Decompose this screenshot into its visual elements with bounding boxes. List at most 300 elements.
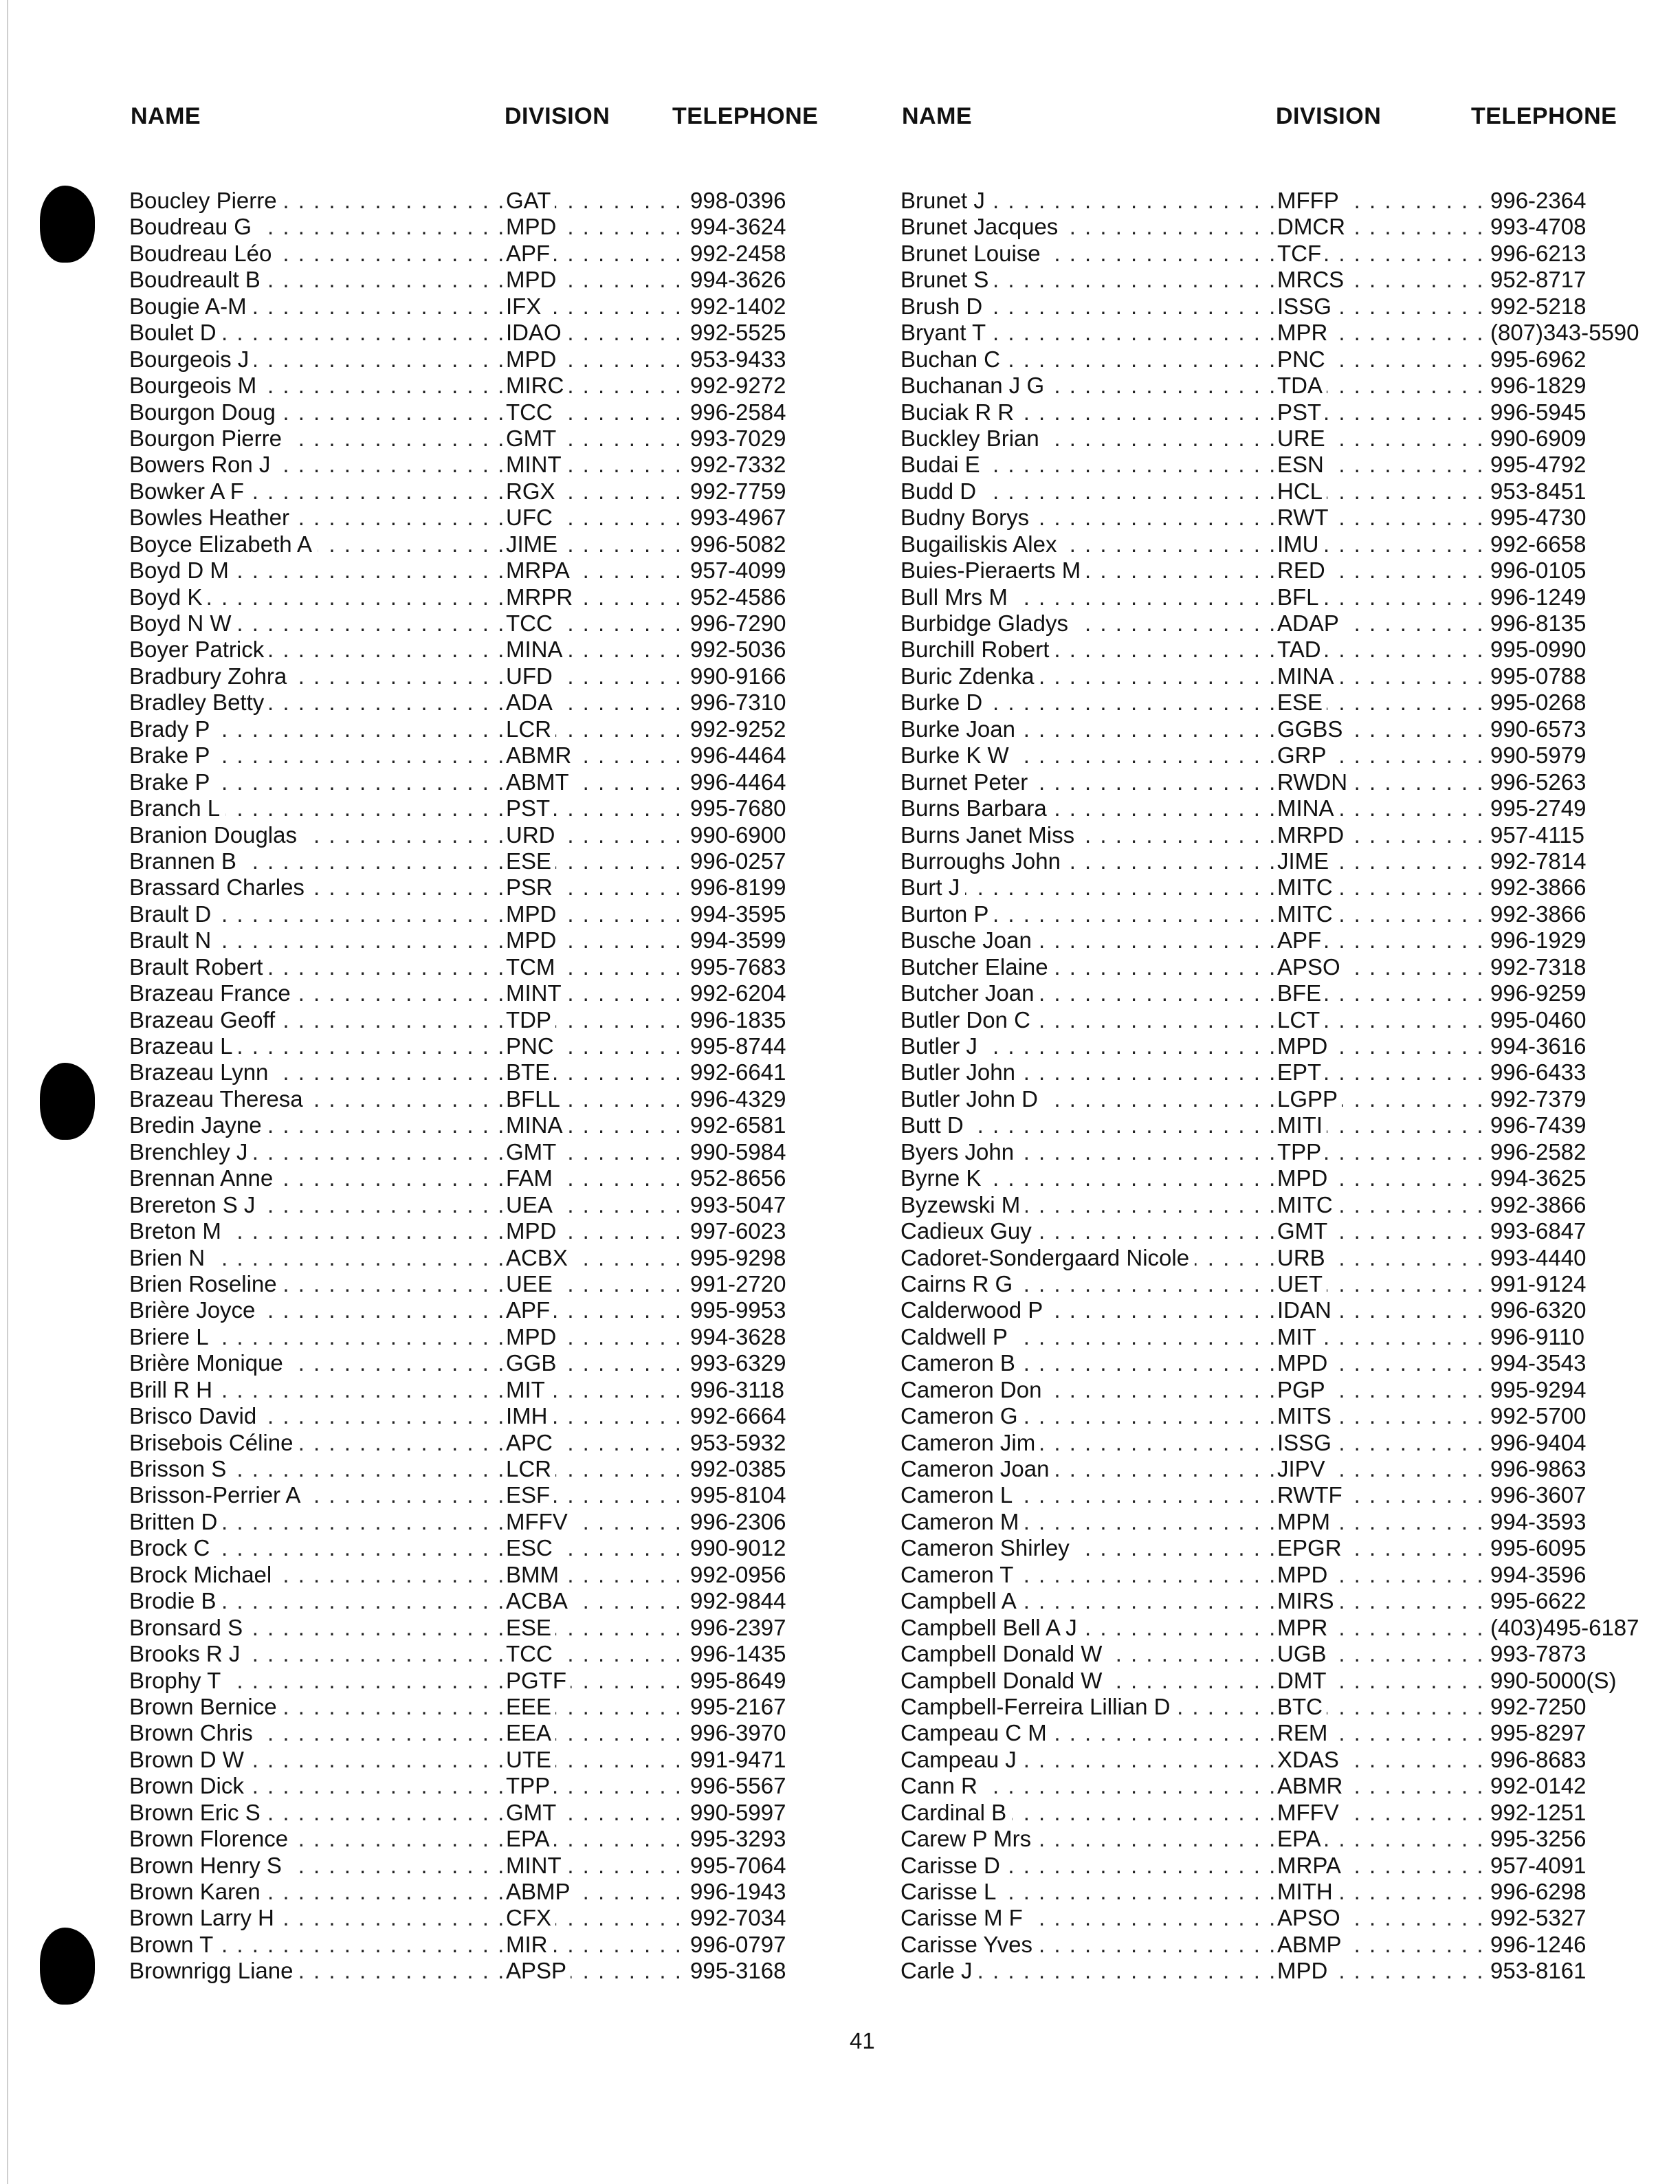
entry-name-cell <box>900 214 1275 240</box>
entry-telephone: 992-6658 <box>1490 531 1587 557</box>
directory-entry <box>900 320 1657 346</box>
entry-telephone: 957-4115 <box>1490 821 1585 848</box>
entry-division: BTC <box>1277 1694 1327 1719</box>
entry-name: Brassard Charles <box>129 874 310 900</box>
entry-name-cell <box>129 241 504 267</box>
entry-name-cell <box>129 1245 504 1271</box>
entry-division: IMU <box>1277 531 1323 557</box>
entry-name: Carisse Yves <box>900 1932 1038 1957</box>
entry-division-cell <box>1277 954 1488 980</box>
entry-division: PGTF <box>506 1668 571 1693</box>
directory-entry <box>900 1668 1657 1694</box>
entry-division: JIPV <box>1277 1456 1329 1481</box>
directory-entry <box>129 769 885 795</box>
entry-telephone: 993-4440 <box>1490 1244 1587 1270</box>
entry-name-cell <box>129 584 504 610</box>
entry-division-cell <box>1277 320 1488 346</box>
directory-entry <box>900 1482 1657 1508</box>
entry-telephone: 995-0268 <box>1490 690 1587 716</box>
entry-telephone: 995-9298 <box>690 1244 786 1270</box>
entry-division-cell <box>1277 1271 1488 1297</box>
entry-division: PGP <box>1277 1377 1329 1402</box>
entry-name: Bourgeois J <box>129 346 254 372</box>
entry-name: Campbell Donald W <box>900 1668 1107 1693</box>
directory-entry <box>129 848 885 874</box>
entry-telephone: 994-3543 <box>1490 1350 1587 1376</box>
left-column <box>129 96 885 1984</box>
entry-division-cell <box>506 637 689 663</box>
entry-telephone: 996-2364 <box>1490 188 1587 213</box>
entry-division-cell <box>506 1905 689 1931</box>
directory-entry <box>129 1218 885 1244</box>
entry-division-cell <box>1277 716 1488 742</box>
entry-name: Buies-Pieraerts M <box>900 558 1086 583</box>
entry-name: Burke Joan <box>900 716 1021 742</box>
entry-division: MRCS <box>1277 267 1348 292</box>
directory-entry <box>129 1826 885 1852</box>
entry-name: Breton M <box>129 1218 227 1244</box>
entry-telephone: 990-5997 <box>690 1799 786 1825</box>
entry-name: Caldwell P <box>900 1324 1013 1349</box>
entry-name: Boucley Pierre <box>129 188 283 213</box>
directory-entry <box>129 241 885 267</box>
directory-entry <box>129 584 885 610</box>
entry-name: Boyd N W <box>129 610 237 636</box>
entry-name-cell <box>129 1112 504 1138</box>
entry-name: Burt J <box>900 874 965 900</box>
entry-division: PST <box>506 795 554 821</box>
entry-name: Campbell-Ferreira Lillian D <box>900 1694 1175 1719</box>
entry-division: XDAS <box>1277 1747 1343 1772</box>
entry-name-cell <box>900 1800 1275 1826</box>
entry-name-cell <box>900 980 1275 1006</box>
punch-hole-middle <box>40 1063 95 1140</box>
entry-division: MIRS <box>1277 1588 1338 1613</box>
entry-telephone: 994-3616 <box>1490 1033 1587 1059</box>
directory-entry <box>900 1932 1657 1958</box>
entry-division: EPA <box>1277 1826 1325 1851</box>
entry-telephone: 996-8199 <box>690 874 786 901</box>
entry-name-cell <box>129 1641 504 1667</box>
entry-name-cell <box>900 1535 1275 1561</box>
entry-name-cell <box>129 1853 504 1879</box>
entry-name: Bradley Betty <box>129 690 269 715</box>
entry-name: Burnet Peter <box>900 769 1033 795</box>
entry-name: Brownrigg Liane <box>129 1958 298 1983</box>
entry-telephone: 996-4329 <box>690 1085 786 1112</box>
entry-name-cell <box>129 346 504 373</box>
entry-name-cell <box>129 901 504 927</box>
entry-telephone: 992-0385 <box>690 1456 786 1481</box>
entry-division-cell <box>1277 505 1488 531</box>
entry-name: Brush D <box>900 294 988 319</box>
entry-telephone: 998-0396 <box>690 188 786 213</box>
entry-name: Campeau J <box>900 1747 1022 1772</box>
entry-division: UEA <box>506 1192 557 1217</box>
entry-name: Byrne K <box>900 1165 986 1191</box>
entry-telephone: 995-8744 <box>690 1033 786 1059</box>
directory-entry <box>129 1271 885 1297</box>
entry-name-cell <box>900 1403 1275 1429</box>
entry-name-cell <box>900 294 1275 320</box>
entry-division-cell <box>506 1165 689 1191</box>
directory-entry <box>129 663 885 690</box>
directory-entry <box>900 1773 1657 1799</box>
entry-division: EPGR <box>1277 1535 1346 1560</box>
entry-name: Bowker A F <box>129 478 250 504</box>
directory-entry <box>129 1773 885 1799</box>
entry-name: Brisson S <box>129 1456 232 1481</box>
entry-name: Bradbury Zohra <box>129 663 292 689</box>
directory-entry <box>900 690 1657 716</box>
entry-telephone: 996-4464 <box>690 769 786 795</box>
directory-entry <box>129 531 885 558</box>
entry-division-cell <box>506 214 689 240</box>
entry-division: MPD <box>506 1324 560 1349</box>
entry-division: LCR <box>506 716 555 742</box>
entry-name-cell <box>129 663 504 690</box>
entry-telephone: 996-3118 <box>690 1376 785 1402</box>
entry-division-cell <box>506 1192 689 1218</box>
entry-name-cell <box>900 1747 1275 1773</box>
entry-name-cell <box>900 663 1275 690</box>
entry-name: Brown Florence <box>129 1826 294 1851</box>
entry-name-cell <box>129 1720 504 1746</box>
entry-name-cell <box>900 1562 1275 1588</box>
entry-name: Brien N <box>129 1245 210 1270</box>
entry-division-cell <box>1277 1826 1488 1852</box>
entry-name-cell <box>129 1403 504 1429</box>
entry-name: Brannen B <box>129 848 242 874</box>
directory-entry <box>129 1350 885 1376</box>
entry-division-cell <box>1277 1932 1488 1958</box>
entry-division: ESE <box>506 848 555 874</box>
entry-name: Brunet Louise <box>900 241 1046 266</box>
entry-name-cell <box>129 1747 504 1773</box>
entry-name: Britten D <box>129 1509 223 1534</box>
directory-entry <box>900 1456 1657 1482</box>
entry-division-cell <box>506 1773 689 1799</box>
entry-division: APSO <box>1277 1905 1345 1930</box>
entry-name-cell <box>900 1720 1275 1746</box>
entry-division: MPM <box>1277 1509 1334 1534</box>
entry-telephone: 995-0788 <box>1490 663 1587 689</box>
entry-division-cell <box>1277 1482 1488 1508</box>
directory-entry <box>900 452 1657 478</box>
directory-entry <box>900 1245 1657 1271</box>
entry-division: ISSG <box>1277 1430 1336 1455</box>
directory-entry <box>900 584 1657 610</box>
entry-telephone: 992-1402 <box>690 293 786 319</box>
entry-division-cell <box>506 954 689 980</box>
entry-division-cell <box>1277 980 1488 1006</box>
entry-name-cell <box>129 1350 504 1376</box>
entry-division-cell <box>506 927 689 953</box>
entry-telephone: 992-5700 <box>1490 1403 1587 1429</box>
directory-entry <box>129 1139 885 1165</box>
directory-entry <box>900 1588 1657 1614</box>
directory-entry <box>129 795 885 821</box>
entry-name: Cameron M <box>900 1509 1024 1534</box>
entry-division-cell <box>1277 637 1488 663</box>
entry-telephone: 996-1829 <box>1490 373 1587 399</box>
directory-entry <box>129 1853 885 1879</box>
entry-division: MFFV <box>506 1509 572 1534</box>
entry-division-cell <box>1277 1324 1488 1350</box>
entry-division: APF <box>506 1297 554 1323</box>
header-telephone: TELEPHONE <box>672 103 819 129</box>
entry-telephone: 996-4464 <box>690 742 786 769</box>
entry-name-cell <box>900 637 1275 663</box>
entry-telephone: 957-4099 <box>690 558 786 584</box>
entry-division: ESF <box>506 1482 554 1508</box>
entry-division-cell <box>1277 1905 1488 1931</box>
entry-name: Brière Joyce <box>129 1297 261 1323</box>
entry-division: MPD <box>506 267 560 292</box>
directory-entry <box>900 1297 1657 1323</box>
entry-name: Cameron G <box>900 1403 1024 1429</box>
entry-division: RWTF <box>1277 1482 1347 1508</box>
entry-division: ABMR <box>506 742 575 768</box>
entry-division-cell <box>506 267 689 293</box>
entry-division: UGB <box>1277 1641 1331 1666</box>
entry-telephone: 953-8161 <box>1490 1958 1587 1984</box>
directory-entry <box>129 901 885 927</box>
entry-telephone: 994-3599 <box>690 927 786 953</box>
directory-entry <box>129 373 885 399</box>
entry-division: MINA <box>506 637 567 662</box>
entry-telephone: 996-2582 <box>1490 1138 1587 1165</box>
entry-name: Brunet J <box>900 188 991 213</box>
entry-name: Butcher Joan <box>900 980 1039 1006</box>
entry-name-cell <box>129 1509 504 1535</box>
entry-telephone: (807)343-5590 <box>1490 320 1639 346</box>
entry-telephone: 952-8717 <box>1490 267 1587 293</box>
entry-division-cell <box>506 1535 689 1561</box>
entry-telephone: 996-9863 <box>1490 1456 1587 1481</box>
directory-entry <box>900 848 1657 874</box>
entry-name: Brown D W <box>129 1747 250 1772</box>
directory-entry <box>900 399 1657 426</box>
entry-name: Burroughs John <box>900 848 1066 874</box>
directory-entry <box>900 531 1657 558</box>
entry-division-cell <box>1277 690 1488 716</box>
entry-name: Bronsard S <box>129 1615 248 1640</box>
entry-telephone: 994-3595 <box>690 901 786 927</box>
entry-telephone: 996-5082 <box>690 531 786 557</box>
entry-division: MINT <box>506 980 566 1006</box>
entry-division: BFE <box>1277 980 1325 1006</box>
entry-division: UFD <box>506 663 557 689</box>
entry-name-cell <box>900 1350 1275 1376</box>
directory-entry <box>129 1482 885 1508</box>
entry-division: GAT <box>506 188 555 213</box>
entry-division: TAD <box>1277 637 1325 662</box>
directory-entry <box>129 1747 885 1773</box>
entry-name: Burton P <box>900 901 994 927</box>
directory-entry <box>900 558 1657 584</box>
directory-entry <box>129 954 885 980</box>
entry-name-cell <box>900 505 1275 531</box>
directory-entry <box>900 1271 1657 1297</box>
entry-name-cell <box>129 531 504 558</box>
entry-telephone: 996-1249 <box>1490 584 1587 610</box>
entry-telephone: 995-3256 <box>1490 1826 1587 1852</box>
directory-entry <box>900 1033 1657 1059</box>
entry-telephone: 990-9166 <box>690 663 786 689</box>
entry-name-cell <box>129 1430 504 1456</box>
entry-division-cell <box>506 742 689 769</box>
directory-entry <box>129 1377 885 1403</box>
entry-division: HCL <box>1277 478 1327 504</box>
entry-telephone: 992-6664 <box>690 1403 786 1429</box>
directory-entry <box>129 267 885 293</box>
entry-division-cell <box>506 478 689 505</box>
directory-entry <box>129 346 885 373</box>
directory-entry <box>129 1192 885 1218</box>
entry-telephone: 996-7290 <box>690 610 786 636</box>
entry-name: Brault Robert <box>129 954 268 980</box>
entry-name: Brault N <box>129 927 217 953</box>
directory-entry <box>129 478 885 505</box>
header-division: DIVISION <box>505 103 610 129</box>
entry-telephone: 995-6622 <box>1490 1588 1587 1614</box>
entry-name: Brock Michael <box>129 1562 277 1587</box>
entry-division: GRP <box>1277 742 1331 768</box>
entry-division-cell <box>506 1932 689 1958</box>
directory-entry <box>900 610 1657 637</box>
entry-division: TDP <box>506 1007 555 1033</box>
entry-division-cell <box>506 980 689 1006</box>
entry-name: Bowles Heather <box>129 505 295 530</box>
entry-division-cell <box>1277 1430 1488 1456</box>
entry-name: Brake P <box>129 769 215 795</box>
entry-division: ACBX <box>506 1245 572 1270</box>
entry-telephone: 995-3293 <box>690 1826 786 1852</box>
entry-name-cell <box>900 1139 1275 1165</box>
entry-division-cell <box>1277 1112 1488 1138</box>
entry-division-cell <box>506 1139 689 1165</box>
entry-division: REM <box>1277 1720 1331 1745</box>
entry-division-cell <box>506 1800 689 1826</box>
entry-telephone: 995-7064 <box>690 1852 786 1878</box>
entry-division-cell <box>506 1430 689 1456</box>
entry-name-cell <box>900 1007 1275 1033</box>
entry-name-cell <box>900 399 1275 426</box>
punch-hole-top <box>40 186 95 263</box>
directory-entry <box>900 1324 1657 1350</box>
entry-division-cell <box>1277 1668 1488 1694</box>
entry-telephone: 990-6900 <box>690 821 786 848</box>
entry-name-cell <box>900 1853 1275 1879</box>
entry-division-cell <box>506 901 689 927</box>
directory-entry <box>900 373 1657 399</box>
entry-division-cell <box>506 1403 689 1429</box>
entry-name: Butler Don C <box>900 1007 1036 1033</box>
entry-telephone: 990-9012 <box>690 1535 786 1561</box>
entry-division: MINT <box>506 452 566 477</box>
entry-name: Brennan Anne <box>129 1165 278 1191</box>
entry-name-cell <box>129 1482 504 1508</box>
entry-division: MPD <box>506 1218 560 1244</box>
directory-entry <box>129 1800 885 1826</box>
entry-name: Buciak R R <box>900 399 1019 425</box>
entry-division-cell <box>506 1694 689 1720</box>
entry-division: MRPD <box>1277 822 1348 848</box>
entry-division: UFC <box>506 505 557 530</box>
directory-entry <box>900 267 1657 293</box>
entry-division-cell <box>506 1720 689 1746</box>
entry-telephone: 957-4091 <box>1490 1852 1587 1878</box>
entry-telephone: 992-7318 <box>1490 953 1587 980</box>
entry-name-cell <box>129 1773 504 1799</box>
entry-division-cell <box>1277 1773 1488 1799</box>
entry-division: GMT <box>506 426 560 451</box>
entry-name: Brodie B <box>129 1588 222 1613</box>
entry-telephone: 990-5000(S) <box>1490 1667 1617 1693</box>
entry-division-cell <box>506 1059 689 1085</box>
header-name: NAME <box>902 103 973 129</box>
entry-name-cell <box>129 188 504 214</box>
entry-division: APF <box>1277 927 1325 953</box>
entry-division: GMT <box>506 1800 560 1825</box>
entry-telephone: 993-7873 <box>1490 1641 1587 1667</box>
entry-division-cell <box>506 822 689 848</box>
entry-division: IDAO <box>506 320 566 345</box>
entry-name-cell <box>900 452 1275 478</box>
entry-telephone: 994-3596 <box>1490 1561 1587 1587</box>
entry-name-cell <box>900 1324 1275 1350</box>
entry-division-cell <box>1277 478 1488 505</box>
entry-name-cell <box>129 1905 504 1931</box>
entry-division-cell <box>506 558 689 584</box>
directory-entry <box>129 1588 885 1614</box>
entry-division: MITH <box>1277 1879 1337 1904</box>
entry-telephone: 992-3866 <box>1490 901 1587 927</box>
entry-telephone: 996-0797 <box>690 1931 786 1957</box>
entry-name-cell <box>129 769 504 795</box>
directory-entry <box>129 1245 885 1271</box>
entry-telephone: 996-5945 <box>1490 399 1587 425</box>
entry-telephone: 996-5263 <box>1490 769 1587 795</box>
entry-division: GMT <box>1277 1218 1331 1244</box>
directory-entry <box>129 1324 885 1350</box>
entry-name: Cameron Joan <box>900 1456 1054 1481</box>
entry-telephone: 992-0142 <box>1490 1773 1587 1799</box>
entry-telephone: 996-9404 <box>1490 1429 1587 1455</box>
entry-name-cell <box>129 1033 504 1059</box>
entry-division: EPA <box>506 1826 554 1851</box>
directory-entry <box>900 1535 1657 1561</box>
entry-name: Cameron Jim <box>900 1430 1041 1455</box>
entry-division-cell <box>1277 1297 1488 1323</box>
entry-telephone: 996-5567 <box>690 1773 786 1799</box>
entry-name: Boulet D <box>129 320 222 345</box>
entry-division-cell <box>1277 874 1488 901</box>
entry-division-cell <box>1277 1694 1488 1720</box>
entry-division: IDAN <box>1277 1297 1336 1323</box>
entry-name: Brock C <box>129 1535 215 1560</box>
entry-name: Buchanan J G <box>900 373 1050 398</box>
entry-division: MITC <box>1277 874 1337 900</box>
entry-name: Cameron T <box>900 1562 1019 1587</box>
entry-division: MRPR <box>506 584 577 610</box>
entry-name-cell <box>900 769 1275 795</box>
entry-name-cell <box>900 1641 1275 1667</box>
entry-name-cell <box>129 874 504 901</box>
entry-name-cell <box>900 346 1275 373</box>
entry-telephone: 992-5327 <box>1490 1905 1587 1931</box>
